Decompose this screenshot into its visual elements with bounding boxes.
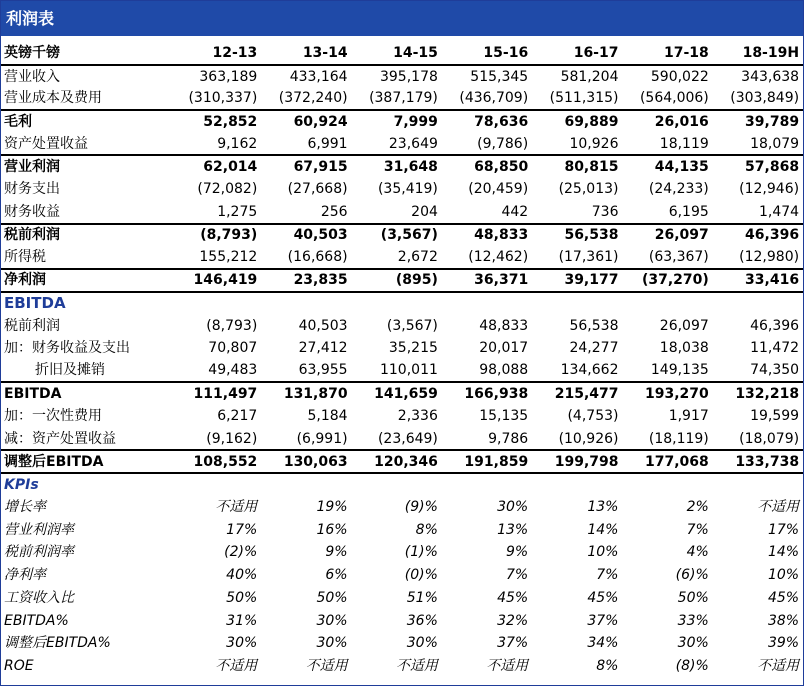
value-cell: 44,135 <box>622 155 712 178</box>
value-cell: 132,218 <box>713 382 803 405</box>
value-cell: 1,474 <box>758 203 800 220</box>
value-cell: (895) <box>352 269 442 292</box>
value-cell: 30% <box>316 635 348 652</box>
value-cell: 40,503 <box>298 317 348 334</box>
value-cell: 24,277 <box>569 340 619 357</box>
value-cell: 146,419 <box>171 269 261 292</box>
value-cell <box>352 473 442 496</box>
value-cell: 9% <box>505 544 529 561</box>
value-cell: 191,859 <box>442 450 532 473</box>
value-cell: (37,270) <box>622 269 712 292</box>
value-cell: 166,938 <box>442 382 532 405</box>
value-cell: 69,889 <box>532 110 622 133</box>
value-cell <box>622 292 712 315</box>
value-cell: 48,833 <box>442 224 532 247</box>
value-cell: 343,638 <box>741 68 800 85</box>
row-label: 减：资产处置收益 <box>4 430 116 447</box>
row-label: 营业成本及费用 <box>4 90 102 107</box>
value-cell: 193,270 <box>622 382 712 405</box>
value-cell: 2,336 <box>397 408 438 425</box>
value-cell: 40,503 <box>261 224 351 247</box>
value-cell: 67,915 <box>261 155 351 178</box>
value-cell: (23,649) <box>377 430 438 447</box>
value-cell: 46,396 <box>750 317 800 334</box>
table-row <box>1 632 803 655</box>
table-row <box>1 65 803 88</box>
value-cell: 32% <box>497 612 529 629</box>
value-cell: 不适用 <box>757 499 800 516</box>
table-row <box>1 360 803 383</box>
value-cell: 9% <box>325 544 348 561</box>
row-label: KPIs <box>1 473 171 496</box>
value-cell: 30% <box>406 635 438 652</box>
value-cell: (303,849) <box>730 90 800 107</box>
value-cell: 8% <box>415 521 438 538</box>
value-cell: 不适用 <box>215 499 258 516</box>
value-cell: 34% <box>587 635 619 652</box>
value-cell: (27,668) <box>287 181 348 198</box>
value-cell: 14% <box>587 521 619 538</box>
value-cell: 30% <box>677 635 709 652</box>
row-label: 财务收益 <box>4 203 60 220</box>
value-cell: 31,648 <box>352 155 442 178</box>
value-cell: 63,955 <box>298 362 348 379</box>
row-label: 所得税 <box>4 249 46 266</box>
table-row <box>1 587 803 610</box>
table-title: 利润表 <box>1 1 803 36</box>
value-cell: 36% <box>406 612 438 629</box>
value-cell: 56,538 <box>569 317 619 334</box>
value-cell <box>261 473 351 496</box>
value-cell: (372,240) <box>278 90 348 107</box>
value-cell: 45% <box>587 589 619 606</box>
value-cell: (20,459) <box>468 181 529 198</box>
year-header: 16-17 <box>532 42 622 65</box>
value-cell: 26,097 <box>659 317 709 334</box>
value-cell: 149,135 <box>650 362 709 379</box>
value-cell: (12,462) <box>468 249 529 266</box>
value-cell: 40% <box>226 567 258 584</box>
value-cell: 13% <box>497 521 529 538</box>
value-cell: 不适用 <box>757 657 800 674</box>
year-header: 17-18 <box>622 42 712 65</box>
value-cell: 6,217 <box>217 408 258 425</box>
table-row <box>1 609 803 632</box>
value-cell: 35,215 <box>388 340 438 357</box>
value-cell: (6)% <box>675 567 709 584</box>
value-cell: (564,006) <box>639 90 709 107</box>
value-cell: 23,835 <box>261 269 351 292</box>
value-cell: 590,022 <box>650 68 709 85</box>
unit-label: 英镑千镑 <box>1 42 171 65</box>
value-cell: 不适用 <box>215 657 258 674</box>
value-cell: 6,991 <box>307 135 348 152</box>
table-row <box>1 541 803 564</box>
value-cell: (2)% <box>224 544 258 561</box>
value-cell: 16% <box>316 521 348 538</box>
value-cell: (9,786) <box>477 135 529 152</box>
value-cell: 2,672 <box>397 249 438 266</box>
row-label: 税前利润率 <box>4 544 74 561</box>
value-cell: 37% <box>587 612 619 629</box>
row-label: EBITDA <box>1 292 171 315</box>
value-cell: 177,068 <box>622 450 712 473</box>
value-cell <box>442 292 532 315</box>
value-cell: (8,793) <box>206 317 258 334</box>
row-label: 营业利润 <box>1 155 171 178</box>
value-cell: (35,419) <box>377 181 438 198</box>
value-cell: 433,164 <box>289 68 348 85</box>
value-cell: 30% <box>226 635 258 652</box>
value-cell <box>713 473 803 496</box>
year-header: 14-15 <box>352 42 442 65</box>
value-cell: (3,567) <box>386 317 438 334</box>
value-cell: (16,668) <box>287 249 348 266</box>
value-cell: 17% <box>226 521 258 538</box>
value-cell: 26,016 <box>622 110 712 133</box>
value-cell: 37% <box>497 635 529 652</box>
value-cell: 120,346 <box>352 450 442 473</box>
value-cell: 1,275 <box>217 203 258 220</box>
value-cell: 15,135 <box>479 408 529 425</box>
value-cell: 9,162 <box>217 135 258 152</box>
value-cell: 133,738 <box>713 450 803 473</box>
table-row <box>1 201 803 224</box>
value-cell: 19% <box>316 499 348 516</box>
value-cell: 27,412 <box>298 340 348 357</box>
value-cell: 49,483 <box>208 362 258 379</box>
value-cell: (3,567) <box>352 224 442 247</box>
value-cell: 1,917 <box>668 408 709 425</box>
value-cell: 不适用 <box>305 657 348 674</box>
value-cell: 10% <box>767 567 800 584</box>
value-cell: (8,793) <box>171 224 261 247</box>
value-cell: 6,195 <box>668 203 709 220</box>
value-cell: 80,815 <box>532 155 622 178</box>
value-cell: 14% <box>767 544 800 561</box>
value-cell <box>532 473 622 496</box>
value-cell: (12,980) <box>739 249 800 266</box>
value-cell: 不适用 <box>395 657 438 674</box>
table-row <box>1 178 803 201</box>
section-header-row <box>1 473 803 496</box>
row-label: 营业利润率 <box>4 521 74 538</box>
value-cell: 51% <box>406 589 438 606</box>
row-label: 净利润 <box>1 269 171 292</box>
value-cell: (1)% <box>404 544 438 561</box>
table-row <box>1 314 803 337</box>
row-label: 资产处置收益 <box>4 135 88 152</box>
value-cell: 155,212 <box>199 249 258 266</box>
row-label: EBITDA <box>1 382 171 405</box>
value-cell: 33% <box>677 612 709 629</box>
value-cell: (25,013) <box>558 181 619 198</box>
row-label: ROE <box>4 657 34 674</box>
value-cell: 18,119 <box>659 135 709 152</box>
row-label: 加：财务收益及支出 <box>4 340 130 357</box>
value-cell: 50% <box>316 589 348 606</box>
value-cell <box>171 473 261 496</box>
value-cell <box>532 292 622 315</box>
value-cell: 57,868 <box>713 155 803 178</box>
value-cell: 7% <box>686 521 709 538</box>
value-cell: (511,315) <box>549 90 619 107</box>
value-cell: 134,662 <box>560 362 619 379</box>
value-cell: 70,807 <box>208 340 258 357</box>
value-cell: 736 <box>591 203 619 220</box>
value-cell: (72,082) <box>197 181 258 198</box>
value-cell: 204 <box>411 203 438 220</box>
value-cell: 36,371 <box>442 269 532 292</box>
table-row <box>1 564 803 587</box>
value-cell: 50% <box>226 589 258 606</box>
year-header: 18-19H <box>713 42 803 65</box>
value-cell: (4,753) <box>567 408 619 425</box>
table-row <box>1 224 803 247</box>
value-cell: (6,991) <box>296 430 348 447</box>
value-cell: (9)% <box>404 499 438 516</box>
value-cell: 131,870 <box>261 382 351 405</box>
value-cell: 20,017 <box>479 340 529 357</box>
value-cell: 111,497 <box>171 382 261 405</box>
row-label: 税前利润 <box>1 224 171 247</box>
value-cell: 45% <box>497 589 529 606</box>
row-label: 工资收入比 <box>4 589 74 606</box>
value-cell: 2% <box>686 499 709 516</box>
value-cell: 442 <box>501 203 529 220</box>
year-header: 13-14 <box>261 42 351 65</box>
value-cell: 17% <box>767 521 800 538</box>
value-cell: 48,833 <box>479 317 529 334</box>
year-header: 12-13 <box>171 42 261 65</box>
value-cell: 8% <box>596 657 619 674</box>
table-row <box>1 87 803 110</box>
row-label: 净利率 <box>4 567 46 584</box>
value-cell: 7,999 <box>352 110 442 133</box>
value-cell: 108,552 <box>171 450 261 473</box>
value-cell: (8)% <box>675 657 709 674</box>
value-cell: (10,926) <box>558 430 619 447</box>
value-cell: (12,946) <box>739 181 800 198</box>
year-header: 15-16 <box>442 42 532 65</box>
table-row <box>1 246 803 269</box>
value-cell: (18,119) <box>648 430 709 447</box>
value-cell: 45% <box>767 589 800 606</box>
value-cell <box>261 292 351 315</box>
value-cell: 74,350 <box>750 362 800 379</box>
value-cell: 30% <box>497 499 529 516</box>
value-cell: 39,789 <box>713 110 803 133</box>
value-cell: (9,162) <box>206 430 258 447</box>
value-cell: 130,063 <box>261 450 351 473</box>
value-cell: 5,184 <box>307 408 348 425</box>
value-cell: 395,178 <box>379 68 438 85</box>
value-cell: (17,361) <box>558 249 619 266</box>
value-cell: 13% <box>587 499 619 516</box>
table-row <box>1 133 803 156</box>
row-label: 税前利润 <box>4 317 60 334</box>
value-cell: 38% <box>767 612 800 629</box>
row-label: 调整后EBITDA <box>1 450 171 473</box>
value-cell: 52,852 <box>171 110 261 133</box>
value-cell: 46,396 <box>713 224 803 247</box>
table-row <box>1 405 803 428</box>
value-cell: 31% <box>226 612 258 629</box>
row-label: 增长率 <box>4 499 46 516</box>
value-cell <box>622 473 712 496</box>
value-cell: (436,709) <box>459 90 529 107</box>
value-cell: 18,038 <box>659 340 709 357</box>
row-label: 折旧及摊销 <box>35 362 105 379</box>
value-cell: (24,233) <box>648 181 709 198</box>
value-cell: 不适用 <box>486 657 529 674</box>
income-statement-table <box>1 42 803 677</box>
value-cell: (63,367) <box>648 249 709 266</box>
row-label: EBITDA% <box>4 612 69 629</box>
table-row <box>1 155 803 178</box>
row-label: 营业收入 <box>4 68 60 85</box>
value-cell: 62,014 <box>171 155 261 178</box>
value-cell: 7% <box>505 567 529 584</box>
value-cell: 98,088 <box>479 362 529 379</box>
value-cell: 363,189 <box>199 68 258 85</box>
value-cell: (18,079) <box>739 430 800 447</box>
table-row <box>1 518 803 541</box>
table-row <box>1 655 803 678</box>
value-cell: 10,926 <box>569 135 619 152</box>
value-cell: 56,538 <box>532 224 622 247</box>
value-cell: 256 <box>320 203 348 220</box>
value-cell <box>171 292 261 315</box>
value-cell: 199,798 <box>532 450 622 473</box>
value-cell: 60,924 <box>261 110 351 133</box>
header-row <box>1 42 803 65</box>
value-cell: (387,179) <box>369 90 438 107</box>
value-cell: (310,337) <box>188 90 258 107</box>
value-cell: 39% <box>767 635 800 652</box>
value-cell: 11,472 <box>750 340 800 357</box>
value-cell <box>442 473 532 496</box>
table-row <box>1 110 803 133</box>
value-cell: 581,204 <box>560 68 619 85</box>
table-row <box>1 496 803 519</box>
table-row <box>1 269 803 292</box>
value-cell: 9,786 <box>488 430 529 447</box>
value-cell: 10% <box>587 544 619 561</box>
value-cell: 26,097 <box>622 224 712 247</box>
value-cell: 39,177 <box>532 269 622 292</box>
value-cell: 7% <box>596 567 619 584</box>
row-label: 加：一次性费用 <box>4 408 102 425</box>
value-cell: 50% <box>677 589 709 606</box>
value-cell: 141,659 <box>352 382 442 405</box>
value-cell: 515,345 <box>470 68 529 85</box>
value-cell: 18,079 <box>750 135 800 152</box>
value-cell: 78,636 <box>442 110 532 133</box>
row-label: 毛利 <box>1 110 171 133</box>
table-row <box>1 382 803 405</box>
value-cell: 30% <box>316 612 348 629</box>
value-cell <box>352 292 442 315</box>
value-cell: 68,850 <box>442 155 532 178</box>
value-cell: 6% <box>325 567 348 584</box>
value-cell: (0)% <box>404 567 438 584</box>
value-cell: 4% <box>686 544 709 561</box>
value-cell <box>713 292 803 315</box>
value-cell: 215,477 <box>532 382 622 405</box>
value-cell: 19,599 <box>750 408 800 425</box>
row-label: 财务支出 <box>4 181 60 198</box>
value-cell: 23,649 <box>388 135 438 152</box>
table-row <box>1 337 803 360</box>
table-row <box>1 450 803 473</box>
section-header-row <box>1 292 803 315</box>
row-label: 调整后EBITDA% <box>4 635 111 652</box>
value-cell: 110,011 <box>379 362 438 379</box>
value-cell: 33,416 <box>713 269 803 292</box>
table-row <box>1 428 803 451</box>
